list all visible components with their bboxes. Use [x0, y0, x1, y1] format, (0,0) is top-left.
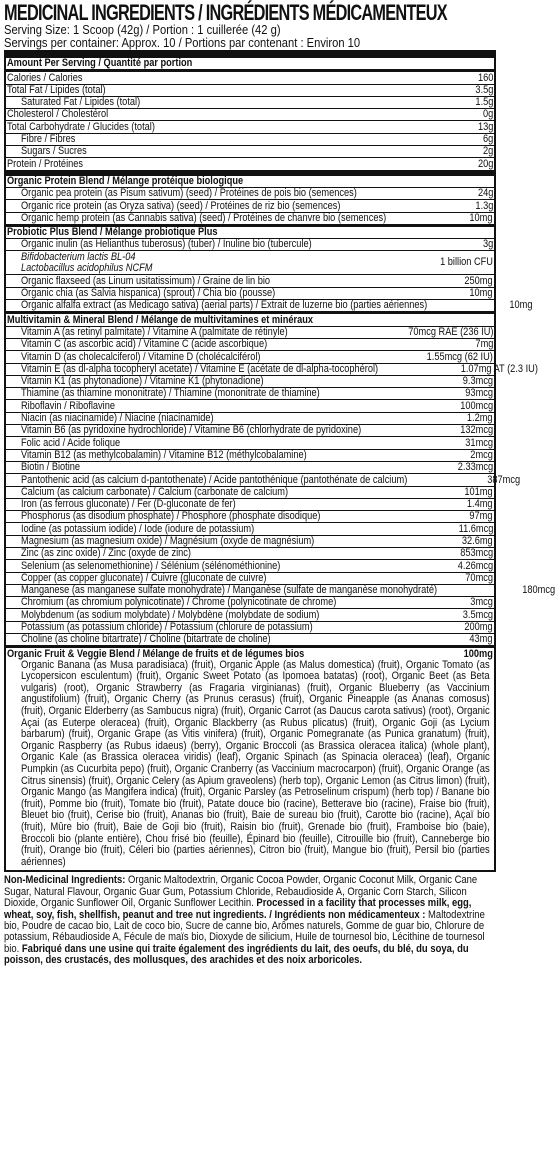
ingredient-row — [6, 596, 494, 608]
ingredients-table — [4, 50, 555, 872]
ingredient-label: Organic inulin (as Helianthus tuberosus) (tuber) / Inuline bio (tubercule) — [21, 238, 312, 251]
ingredient-label: Total Carbohydrate / Glucides (total) — [7, 120, 155, 133]
ingredient-row — [6, 412, 494, 424]
multivitamin-blend-header: Multivitamin & Mineral Blend / Mélange de multivitamines et minéraux — [7, 313, 314, 326]
culture-name: Bifidobacterium lactis BL-04 — [21, 250, 136, 263]
ingredient-value: 1.5g — [475, 96, 493, 109]
ingredient-label: Manganese (as manganese sulfate monohydrate) / Manganèse (sulfate de manganèse monohydraté) — [21, 584, 438, 597]
ingredient-label: Vitamin A (as retinyl palmitate) / Vitamine A (palmitate de rétinyle) — [21, 325, 288, 338]
ingredient-label: Saturated Fat / Lipides (total) — [21, 96, 141, 109]
ingredient-value: 1.07mg AT (2.3 IU) — [460, 362, 539, 375]
ingredient-label: Vitamin B12 (as methylcobalamin) / Vitamine B12 (méthylcobalamine) — [21, 448, 307, 461]
ingredient-value: 20g — [477, 157, 493, 170]
ingredient-label: Iodine (as potassium iodide) / Iode (iodure de potassium) — [21, 522, 255, 535]
ingredient-value: 250mg — [464, 274, 493, 287]
ingredient-value: 132mcg — [460, 424, 493, 437]
ingredient-label: Vitamin K1 (as phytonadione) / Vitamine K1 (phytonadione) — [21, 375, 264, 388]
non-medicinal-label-fr: / Ingrédients non médicamenteux : — [269, 908, 426, 921]
ingredient-row — [6, 84, 494, 96]
ingredient-value: 70mcg — [465, 571, 493, 584]
ingredient-row — [6, 633, 494, 645]
facility-statement-en: Processed in a facility that processes milk, egg, wheat, soy, fish, shellfish, peanut and tree nut ingredients. — [4, 897, 472, 921]
ingredient-value: 3mcg — [470, 596, 493, 609]
ingredient-row — [6, 350, 494, 362]
ingredient-row — [6, 96, 494, 108]
ingredient-value: 3.5g — [475, 83, 493, 96]
servings-per-container: Servings per container: Approx. 10 / Portions par contenant : Environ 10 — [4, 34, 361, 50]
probiotic-blend-header: Probiotic Plus Blend / Mélange probiotique Plus — [7, 226, 218, 239]
ingredient-value: 2mcg — [470, 448, 493, 461]
ingredient-label: Calcium (as calcium carbonate) / Calcium (carbonate de calcium) — [21, 485, 289, 498]
ingredient-value: 2.33mcg — [457, 461, 493, 474]
ingredient-row — [6, 362, 539, 375]
ingredient-label: Selenium (as selenomethionine) / Sélénium (sélénométhionine) — [21, 559, 281, 572]
ingredient-label: Molybdenum (as sodium molybdate) / Molybdène (molybdate de sodium) — [21, 608, 320, 621]
ingredient-row — [6, 424, 494, 436]
ingredient-row — [6, 120, 494, 132]
ingredient-row — [6, 461, 494, 473]
ingredient-label: Vitamin D (as cholecalciferol) / Vitamine D (cholécalciférol) — [21, 350, 261, 363]
ingredient-value: 24g — [477, 187, 493, 200]
ingredient-value: 10mg — [469, 287, 493, 300]
ingredient-label: Copper (as copper gluconate) / Cuivre (gluconate de cuivre) — [21, 571, 267, 584]
protein-blend-section — [6, 187, 494, 224]
ingredient-row — [6, 584, 555, 597]
ingredient-label: Iron (as ferrous gluconate) / Fer (D-gluconate de fer) — [21, 498, 236, 511]
ingredient-row — [6, 473, 520, 486]
ingredient-value: 100mcg — [460, 399, 493, 412]
ingredient-value: 2g — [482, 145, 493, 158]
ingredient-row — [6, 133, 494, 145]
facility-statement-fr: Fabriqué dans une usine qui traite également des ingrédients du lait, des oeufs, du blé, du soya, du poisson, des crustacés, des mollusques, des arachides et des noix arboricoles. — [4, 942, 469, 967]
ingredient-label: Vitamin E (as dl-alpha tocopheryl acetate) / Vitamine E (acétate de dl-alpha-tocophérol) — [21, 362, 379, 375]
non-medicinal-text-en: Organic Maltodextrin, Organic Cocoa Powder, Organic Coconut Milk, Organic Cane Sugar, Natural Flavour, Organic Guar Gum, Potassium Chloride, Rebaudioside A, Organic Corn Starch, Silicon Dioxide, Organic Sunflower Oil, Organic Sunflower Lecithin. — [4, 874, 478, 910]
ingredient-label: Biotin / Biotine — [21, 461, 81, 474]
multivitamin-section — [6, 325, 555, 646]
ingredient-row — [6, 559, 494, 571]
ingredient-row — [6, 621, 494, 633]
ingredient-row — [6, 449, 494, 461]
ingredient-value: 11.6mcg — [458, 522, 493, 535]
ingredient-row — [6, 72, 494, 83]
ingredient-value: 6g — [482, 133, 493, 146]
ingredient-label: Organic rice protein (as Oryza sativa) (seed) / Protéines de riz bio (semences) — [21, 199, 341, 212]
ingredient-label: Vitamin C (as ascorbic acid) / Vitamine C (acide ascorbique) — [21, 338, 268, 351]
ingredient-value: 1.3g — [475, 199, 493, 212]
protein-blend-header: Organic Protein Blend / Mélange protéique biologique — [7, 174, 244, 187]
serving-size: Serving Size: 1 Scoop (42g) / Portion : 1 cuillerée (42 g) — [4, 22, 281, 37]
ingredient-row — [6, 547, 494, 559]
ingredient-row — [6, 326, 494, 338]
ingredient-value: 101mg — [464, 485, 493, 498]
non-medicinal-label-en: Non-Medicinal Ingredients: — [4, 874, 126, 887]
ingredient-value: 3.5mcg — [462, 608, 493, 621]
probiotic-blend-section — [6, 274, 533, 312]
ingredient-label: Niacin (as niacinamide) / Niacine (niacinamide) — [21, 412, 214, 425]
ingredient-value: 200mg — [464, 621, 493, 634]
ingredient-label: Protein / Protéines — [7, 157, 84, 170]
ingredient-label: Vitamin B6 (as pyridoxine hydrochloride) / Vitamine B6 (chlorhydrate de pyridoxine) — [21, 424, 362, 437]
multivitamin-header-row — [6, 314, 494, 325]
ingredient-row — [6, 299, 533, 312]
ingredient-value: 10mg — [469, 211, 493, 224]
ingredient-label: Calories / Calories — [7, 71, 83, 84]
ingredient-label: Organic hemp protein (as Cannabis sativa) (seed) / Protéines de chanvre bio (semences) — [21, 211, 387, 224]
ingredient-label: Chromium (as chromium polynicotinate) / Chrome (polynicotinate de chrome) — [21, 596, 337, 609]
ingredient-value: 97mg — [469, 510, 493, 523]
ingredient-value: 0g — [482, 108, 493, 121]
ingredient-value: 32.6mg — [462, 534, 493, 547]
ingredient-value: 9.3mcg — [462, 375, 493, 388]
amount-header: Amount Per Serving / Quantité par portion — [7, 57, 193, 70]
ingredient-value: 70mcg RAE (236 IU) — [407, 325, 493, 338]
protein-blend-header-row — [6, 176, 494, 187]
ingredient-value: 13g — [477, 120, 493, 133]
ingredient-label: Pantothenic acid (as calcium d-pantothenate) / Acide pantothénique (pantothénate de calcium) — [21, 473, 408, 486]
fruit-veggie-text: Organic Banana (as Musa paradisiaca) (fruit), Organic Apple (as Malus domestica) (fruit), Organic Tomato (as Lycopersicon esculentum) (fruit), Organic Sweet Potato (as Ipomoea batatas) (root), Organic Beet (as Beta vulgaris) (root), Organic Strawberry (as Fragaria virginianas) (fruit), Organic Blueberry (as Vaccinium angustifolium) (fruit), Organic Cherry (as Prunus cerasus) (fruit), Organic Pineapple (as Ananas comosus) (fruit), Organic Elderberry (as Sambucus nigra) (fruit), Organic Carrot (as Daucus carota sativus) (root), Organic Açai (as Euterpe oleracea) (fruit), Organic Blackberry (as Rubus plicatus) (fruit), Organic Goji (as Lycium barbarum) (fruit), Organic Grape (as Vitis vinifera) (fruit), Organic Pomegranate (as Punica granatum) (fruit), Organic Raspberry (as Rubus idaeus) (berry), Organic Broccoli (as Brassica oleracea italica) (whole plant), Organic Kale (as Brassica oleracea viridis) (leaf), Organic Spinach (as Spinacia oleracea) (leaf), Organic Pumpkin (as Cucurbita pepo) (fruit), Organic Cranberry (as Vaccinium macrocarpon) (fruit), Organic Orange (as Citrus sinensis) (fruit), Organic Celery (as Apium graveolens) (herb top), Organic Lemon (as Citrus limon) (fruit), Organic Mango (as Mangifera indica) (fruit), Organic Parsley (as Petroselinum crispum) (herb top) / Banane bio (fruit), Pomme bio (fruit), Tomate bio (fruit), Patate douce bio (racine), Betterave bio (racine), Fraise bio (fruit), Bleuet bio (fruit), Cerise bio (fruit), Ananas bio (fruit), Baie de sureau bio (fruit), Carotte bio (racine), Açaï bio (fruit), Mûre bio (fruit), Baie de Goji bio (fruit), Raisin bio (fruit), Grenade bio (fruit), Framboise bio (baie), Broccoli bio (plante entière), Chou frisé bio (feuille), Épinard bio (feuille), Citrouille bio (fruit), Canneberge bio (fruit), Orange bio (fruit), Céleri bio (parties aériennes), Citron bio (fruit), Mangue bio (fruit), Persil bio (parties aériennes) — [21, 658, 490, 868]
ingredient-value: 1.2mg — [467, 412, 493, 425]
ingredient-row — [6, 338, 494, 350]
ingredient-row — [6, 522, 494, 534]
fruit-veggie-value: 100mg — [463, 647, 493, 660]
ingredient-label: Phosphorus (as disodium phosphate) / Phosphore (phosphate disodique) — [21, 510, 321, 523]
ingredient-row — [6, 498, 494, 510]
ingredient-value: 10mg — [509, 299, 533, 312]
ingredient-value: 387mcg — [487, 473, 520, 486]
probiotic-header-row — [6, 227, 494, 238]
cultures-value: 1 billion CFU — [440, 256, 493, 269]
ingredient-label: Organic pea protein (as Pisum sativum) (seed) / Protéines de pois bio (semences) — [21, 187, 357, 200]
ingredient-label: Total Fat / Lipides (total) — [7, 83, 106, 96]
fruit-veggie-header: Organic Fruit & Veggie Blend / Mélange de fruits et de légumes bios — [7, 647, 305, 660]
ingredient-label: Choline (as choline bitartrate) / Choline (bitartrate de choline) — [21, 633, 271, 646]
ingredient-value: 160 — [477, 71, 493, 84]
ingredient-row — [6, 608, 494, 620]
ingredient-label: Fibre / Fibres — [21, 133, 76, 146]
ingredient-value: 93mcg — [465, 387, 493, 400]
probiotic-cultures-row — [6, 250, 494, 274]
ingredient-row — [6, 199, 494, 211]
ingredient-row — [6, 274, 494, 286]
culture-name: Lactobacillus acidophilus NCFM — [21, 261, 153, 274]
ingredient-row — [6, 486, 494, 498]
ingredient-label: Organic flaxseed (as Linum usitatissimum) / Graine de lin bio — [21, 274, 271, 287]
ingredient-row — [6, 399, 494, 411]
ingredient-label: Magnesium (as magnesium oxide) / Magnésium (oxyde de magnésium) — [21, 534, 315, 547]
ingredient-row — [6, 187, 494, 199]
ingredient-label: Riboflavin / Riboflavine — [21, 399, 115, 412]
ingredient-value: 853mcg — [460, 547, 493, 560]
ingredient-row — [6, 387, 494, 399]
ingredient-value: 31mcg — [465, 436, 493, 449]
ingredient-row — [6, 287, 494, 299]
non-medicinal-ingredients — [4, 875, 496, 966]
ingredient-label: Cholesterol / Cholestérol — [7, 108, 109, 121]
ingredient-value: 3g — [482, 238, 493, 251]
ingredient-label: Folic acid / Acide folique — [21, 436, 121, 449]
inulin-row — [6, 238, 494, 250]
ingredient-row — [6, 572, 494, 584]
ingredient-row — [6, 510, 494, 522]
ingredient-label: Potassium (as potassium chloride) / Potassium (chlorure de potassium) — [21, 621, 313, 634]
ingredient-value: 1.4mg — [467, 498, 493, 511]
fruit-veggie-ingredients — [6, 660, 494, 871]
ingredient-row — [6, 436, 494, 448]
ingredient-row — [6, 375, 494, 387]
non-medicinal-text-fr: Maltodextrine bio, Poudre de cacao bio, Lait de coco bio, Sucre de canne bio, Arômes naturels, Gomme de guar bio, Chlorure de potassium, Rébaudioside A, Fécule de maïs bio, Dioxyde de silicium, Huile de tournesol bio, Lécithine de tournesol bio. — [4, 908, 485, 955]
ingredient-value: 7mg — [475, 338, 493, 351]
ingredient-row — [6, 145, 494, 157]
ingredient-label: Sugars / Sucres — [21, 145, 87, 158]
nutrition-section — [6, 72, 494, 169]
ingredient-label: Thiamine (as thiamine mononitrate) / Thiamine (mononitrate de thiamine) — [21, 387, 320, 400]
ingredient-row — [6, 157, 494, 169]
ingredient-label: Organic chia (as Salvia hispanica) (sprout) / Chia bio (pousse) — [21, 287, 276, 300]
ingredient-label: Zinc (as zinc oxide) / Zinc (oxyde de zinc) — [21, 547, 191, 560]
ingredient-row — [6, 212, 494, 224]
ingredient-label: Organic alfalfa extract (as Medicago sativa) (aerial parts) / Extrait de luzerne bio (parties aériennes) — [21, 299, 428, 312]
ingredient-row — [6, 535, 494, 547]
ingredient-value: 1.55mcg (62 IU) — [426, 350, 493, 363]
amount-header-row — [6, 58, 494, 69]
ingredient-value: 180mcg — [522, 584, 555, 597]
ingredient-row — [6, 108, 494, 120]
label-title: MEDICINAL INGREDIENTS / INGRÉDIENTS MÉDICAMENTEUX — [4, 0, 447, 25]
ingredient-value: 4.26mcg — [457, 559, 493, 572]
supplement-label — [4, 0, 555, 967]
ingredient-value: 43mg — [469, 633, 493, 646]
